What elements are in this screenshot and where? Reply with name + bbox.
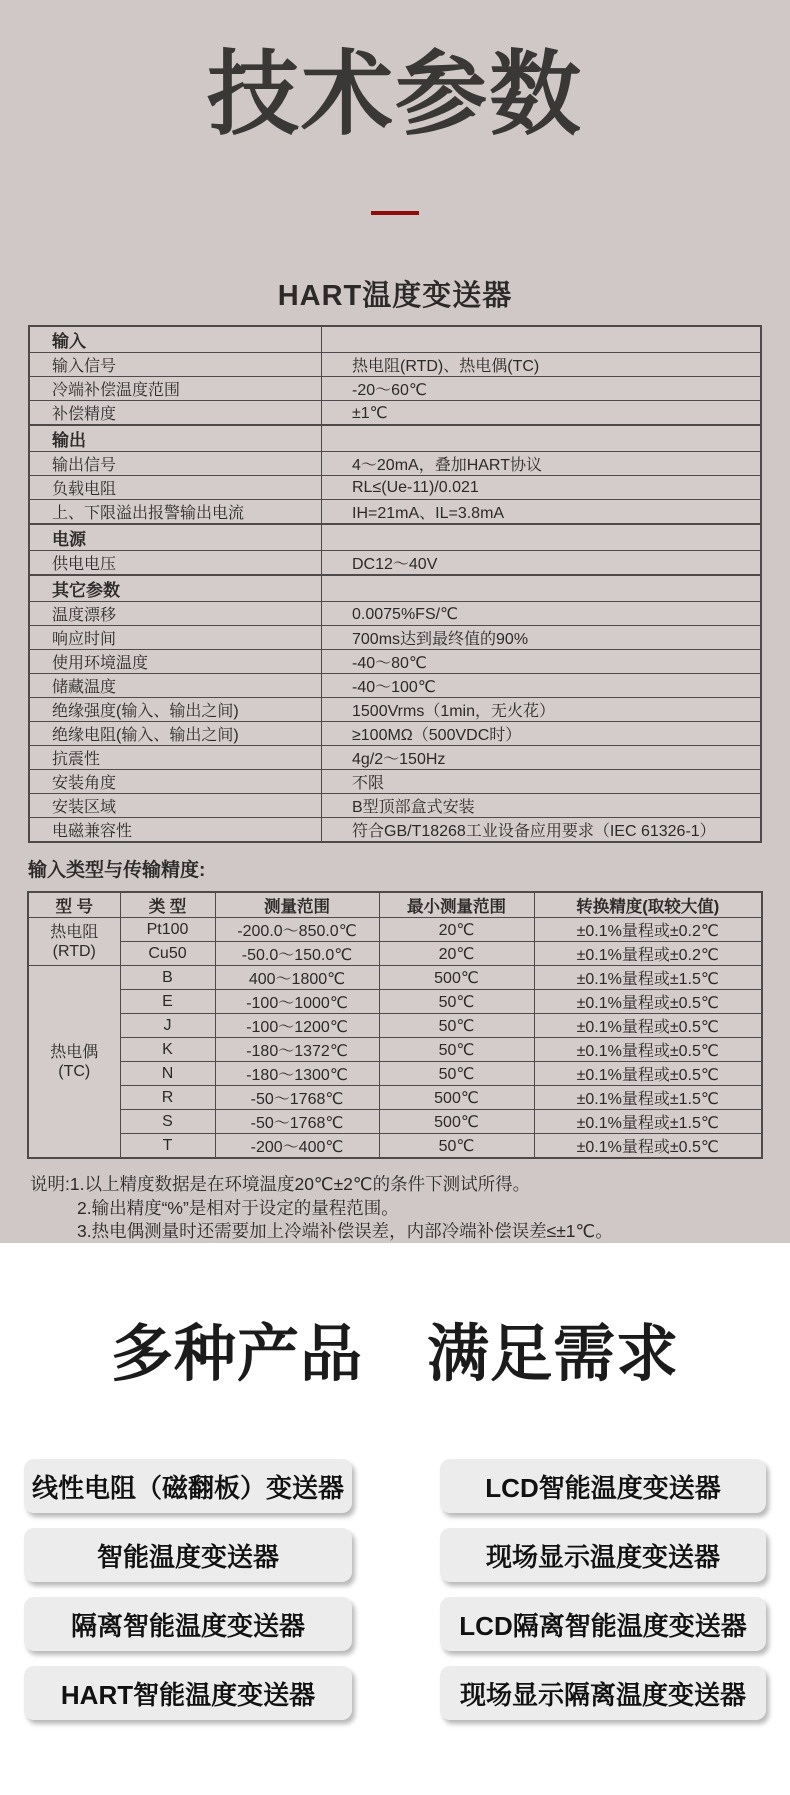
spec-value: 0.0075%FS/℃ [322,602,762,626]
spec-label: 响应时间 [29,626,322,650]
products-heading-left: 多种产品 [110,1320,363,1389]
accuracy-row [28,1014,762,1038]
accuracy-cell: 400～1800℃ [215,966,379,990]
product-button[interactable]: 智能温度变送器 [24,1528,352,1582]
spec-label: 补偿精度 [29,401,322,426]
spec-value [322,425,762,452]
accuracy-row [28,966,762,990]
accuracy-header-row [28,892,762,918]
accuracy-header-cell: 最小测量范围 [379,892,534,918]
accuracy-cell: E [120,990,215,1014]
product-button[interactable]: LCD隔离智能温度变送器 [440,1597,766,1651]
spec-value: 4g/2～150Hz [322,746,762,770]
product-button[interactable]: 现场显示温度变送器 [440,1528,766,1582]
spec-label: 安装角度 [29,770,322,794]
spec-value: 符合GB/T18268工业设备应用要求（IEC 61326-1） [322,818,762,843]
spec-value: RL≤(Ue-11)/0.021 [322,476,762,500]
accuracy-cell: -100～1200℃ [215,1014,379,1038]
spec-row [29,794,761,818]
spec-value: ±1℃ [322,401,762,426]
sensor-type-line: (TC) [58,1062,91,1080]
sensor-type-cell [28,966,120,1159]
page-title: 技术参数 [206,44,583,146]
product-grid [24,1459,766,1720]
accuracy-cell: 20℃ [379,942,534,966]
spec-section-row [29,326,761,353]
spec-value: 不限 [322,770,762,794]
spec-label: 安装区域 [29,794,322,818]
spec-label: 供电电压 [29,551,322,576]
title-divider [371,211,419,215]
spec-value: -40～100℃ [322,674,762,698]
spec-label: 抗震性 [29,746,322,770]
product-button[interactable]: 现场显示隔离温度变送器 [440,1666,766,1720]
accuracy-header-cell: 类 型 [120,892,215,918]
accuracy-cell: ±0.1%量程或±0.5℃ [534,1038,762,1062]
accuracy-cell: T [120,1134,215,1159]
spec-section-row [29,425,761,452]
spec-label: 使用环境温度 [29,650,322,674]
accuracy-cell: ±0.1%量程或±0.5℃ [534,990,762,1014]
accuracy-table [27,891,763,1159]
product-button[interactable]: LCD智能温度变送器 [440,1459,766,1513]
note-line: 说明:1.以上精度数据是在环境温度20℃±2℃的条件下测试所得。 [30,1174,531,1194]
spec-label: 绝缘强度(输入、输出之间) [29,698,322,722]
accuracy-cell: ±0.1%量程或±0.2℃ [534,918,762,942]
spec-label: 输出信号 [29,452,322,476]
accuracy-cell: -200.0～850.0℃ [215,918,379,942]
note-line: 3.热电偶测量时还需要加上冷端补偿误差，内部冷端补偿误差≤±1℃。 [77,1221,613,1241]
spec-label: 电源 [29,524,322,551]
accuracy-cell: -200～400℃ [215,1134,379,1159]
spec-row [29,452,761,476]
spec-value: -40～80℃ [322,650,762,674]
spec-value: 热电阻(RTD)、热电偶(TC) [322,353,762,377]
accuracy-cell: ±0.1%量程或±1.5℃ [534,1110,762,1134]
spec-label: 负载电阻 [29,476,322,500]
product-button[interactable]: 隔离智能温度变送器 [24,1597,352,1651]
accuracy-header-cell: 型 号 [28,892,120,918]
products-section [0,1243,790,1795]
spec-row [29,722,761,746]
product-subtitle: HART温度变送器 [277,280,513,312]
sensor-type-line: 热电偶 [50,1043,99,1061]
spec-row [29,818,761,843]
accuracy-cell: -100～1000℃ [215,990,379,1014]
accuracy-row [28,1086,762,1110]
accuracy-cell: S [120,1110,215,1134]
spec-row [29,551,761,576]
accuracy-cell: -180～1372℃ [215,1038,379,1062]
spec-label: 输入 [29,326,322,353]
spec-value [322,326,762,353]
spec-value: IH=21mA、IL=3.8mA [322,500,762,525]
accuracy-cell: R [120,1086,215,1110]
accuracy-cell: -50.0～150.0℃ [215,942,379,966]
accuracy-row [28,942,762,966]
spec-value: -20～60℃ [322,377,762,401]
accuracy-cell: K [120,1038,215,1062]
spec-section-row [29,575,761,602]
accuracy-row [28,990,762,1014]
note-line: 2.输出精度“%”是相对于设定的量程范围。 [77,1197,399,1218]
accuracy-cell: 500℃ [379,966,534,990]
accuracy-cell: 50℃ [379,1038,534,1062]
notes [30,1173,790,1243]
accuracy-cell: Cu50 [120,942,215,966]
spec-row [29,698,761,722]
spec-row [29,602,761,626]
accuracy-row [28,1062,762,1086]
spec-value: 1500Vrms（1min，无火花） [322,698,762,722]
accuracy-table-body [28,918,762,1159]
accuracy-cell: 500℃ [379,1086,534,1110]
spec-value: 700ms达到最终值的90% [322,626,762,650]
spec-table-body [29,326,761,842]
spec-label: 储藏温度 [29,674,322,698]
spec-value: DC12～40V [322,551,762,576]
accuracy-cell: -50～1768℃ [215,1086,379,1110]
accuracy-cell: J [120,1014,215,1038]
spec-row [29,401,761,426]
product-button[interactable]: 线性电阻（磁翻板）变送器 [24,1459,352,1513]
accuracy-cell: B [120,966,215,990]
spec-value [322,524,762,551]
spec-value: B型顶部盒式安装 [322,794,762,818]
spec-value [322,575,762,602]
accuracy-cell: N [120,1062,215,1086]
accuracy-cell: ±0.1%量程或±1.5℃ [534,966,762,990]
sensor-type-line: 热电阻 [50,923,99,941]
accuracy-cell: 20℃ [379,918,534,942]
accuracy-cell: -180～1300℃ [215,1062,379,1086]
accuracy-cell: Pt100 [120,918,215,942]
spec-label: 温度漂移 [29,602,322,626]
accuracy-cell: ±0.1%量程或±0.2℃ [534,942,762,966]
accuracy-cell: ±0.1%量程或±1.5℃ [534,1086,762,1110]
spec-table [28,325,762,843]
spec-section-row [29,524,761,551]
accuracy-cell: 50℃ [379,1062,534,1086]
spec-label: 绝缘电阻(输入、输出之间) [29,722,322,746]
spec-row [29,476,761,500]
spec-label: 电磁兼容性 [29,818,322,843]
spec-row [29,746,761,770]
accuracy-cell: -50～1768℃ [215,1110,379,1134]
accuracy-row [28,1038,762,1062]
spec-label: 冷端补偿温度范围 [29,377,322,401]
accuracy-row [28,918,762,942]
accuracy-cell: 50℃ [379,990,534,1014]
spec-label: 输入信号 [29,353,322,377]
spec-row [29,770,761,794]
spec-value: 4～20mA，叠加HART协议 [322,452,762,476]
accuracy-cell: 50℃ [379,1014,534,1038]
accuracy-heading: 输入类型与传输精度: [28,860,206,881]
spec-label: 输出 [29,425,322,452]
accuracy-row [28,1110,762,1134]
sensor-type-cell [28,918,120,966]
spec-label: 上、下限溢出报警输出电流 [29,500,322,525]
accuracy-cell: 50℃ [379,1134,534,1159]
spec-row [29,650,761,674]
accuracy-table-head [28,892,762,918]
spec-row [29,674,761,698]
accuracy-cell: ±0.1%量程或±0.5℃ [534,1014,762,1038]
spec-row [29,377,761,401]
accuracy-cell: ±0.1%量程或±0.5℃ [534,1062,762,1086]
spec-label: 其它参数 [29,575,322,602]
accuracy-header-cell: 测量范围 [215,892,379,918]
products-heading [0,1243,790,1389]
accuracy-row [28,1134,762,1159]
accuracy-header-cell: 转换精度(取较大值) [534,892,762,918]
accuracy-cell: 500℃ [379,1110,534,1134]
spec-row [29,353,761,377]
accuracy-cell: ±0.1%量程或±0.5℃ [534,1134,762,1159]
spec-row [29,626,761,650]
product-button[interactable]: HART智能温度变送器 [24,1666,352,1720]
spec-value: ≥100MΩ（500VDC时） [322,722,762,746]
products-heading-right: 满足需求 [427,1320,680,1389]
sensor-type-line: (RTD) [52,942,96,960]
spec-row [29,500,761,525]
